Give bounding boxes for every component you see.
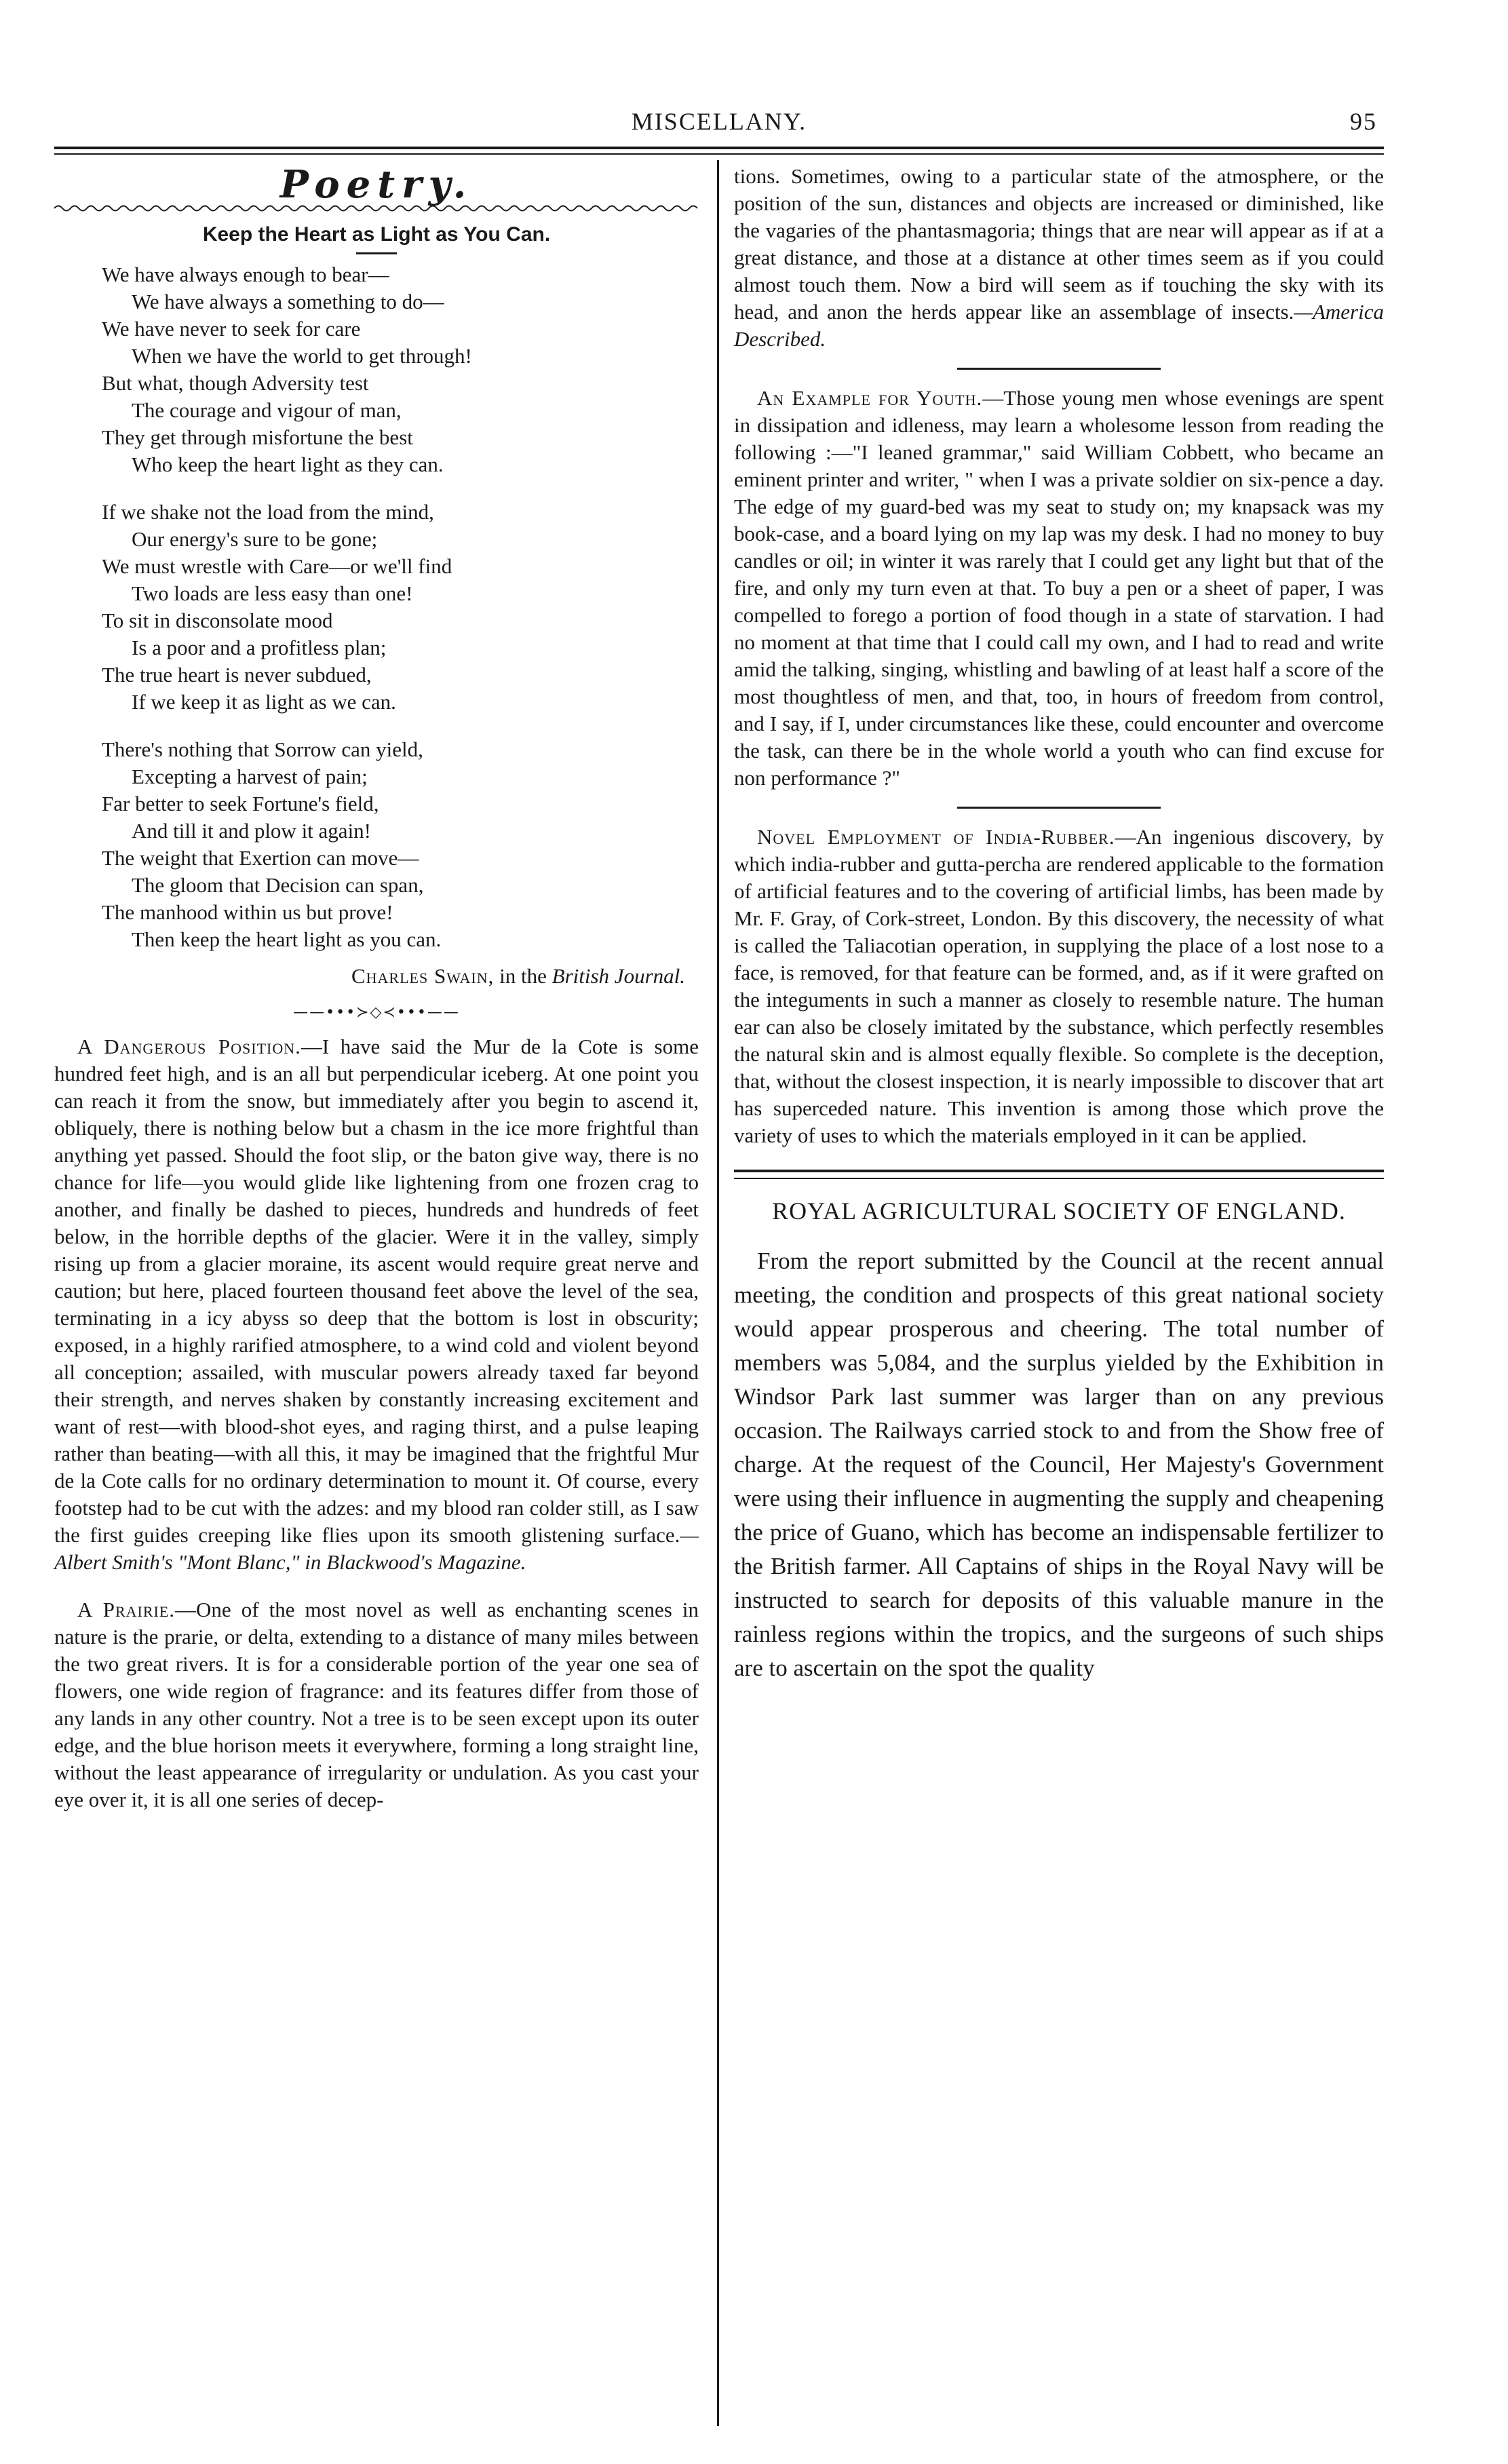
right-column	[734, 163, 1384, 1685]
article-prairie	[54, 1596, 699, 1813]
poem-line: And till it and plow it again!	[132, 819, 372, 843]
article-body: —Those young men whose evenings are spent in dissipation and idleness, may learn a wholesome lesson from reading the following :—"I leaned grammar," said William Cobbett, who became an eminent printer and writer, " when I was a private soldier on six-pence a day. The edge of my guard-bed was my seat to study on; my knapsack was my book-case, and a board lying on my lap was my desk. I had no money to buy candles or oil; in winter it was rarely that I could get any light but that of the fire, and only my turn even at that. To buy a pen or a sheet of paper, I was compelled to forego a portion of food though in a state of starvation. I had no moment at that time that I could call my own, and I had to read and write amid the talking, singing, whistling and bawling of at least half a score of the most thoughtless of men, and that, too, in hours of freedom from control, and I say, if I, under circumstances like these, could encounter and overcome the task, can there be in the whole world a youth who can find excuse for non performance ?"	[734, 386, 1384, 790]
poem-line: Excepting a harvest of pain;	[132, 765, 368, 788]
section-divider	[957, 368, 1161, 370]
poem-line: The weight that Exertion can move—	[102, 846, 419, 870]
poetry-heading: Poetry.	[279, 162, 473, 207]
article-lead: A Prairie.	[77, 1598, 176, 1621]
article-body: tions. Sometimes, owing to a particular state of the atmosphere, or the position of the sun, distances and objects are increased or diminished, like the vagaries of the phantasmagoria; things that are near will appear as if at a great distance, and those at a distance at other times seem as if you could almost touch them. Now a bird will seem as if touching the sky with its head, and anon the herds appear like an assemblage of insects.	[734, 164, 1384, 324]
section-rule	[734, 1170, 1384, 1172]
section-rule-thin	[734, 1178, 1384, 1179]
poem-line: Then keep the heart light as you can.	[132, 927, 442, 951]
attribution-source: British Journal.	[552, 964, 685, 988]
section-title: ROYAL AGRICULTURAL SOCIETY OF ENGLAND.	[772, 1197, 1346, 1225]
poem-line: When we have the world to get through!	[132, 344, 472, 368]
article-body: —One of the most novel as well as enchanting scenes in nature is the prarie, or delta, extending to a distance of many miles between the two great rivers. It is for a considerable portion of the year one sea of flowers, one wide region of fragrance: and its features differ from those of any lands in any other country. Not a tree is to be seen except upon its outer edge, and the blue horison meets it everywhere, forming a long straight line, without the least appearance of irregularity or undulation. As you cast your eye over it, it is all one series of decep-	[54, 1598, 699, 1811]
article-lead: Novel Employment of India-Rubber.	[757, 825, 1115, 849]
poem-line: If we keep it as light as we can.	[132, 690, 396, 714]
article-source: —America Described.	[734, 300, 1384, 351]
poem-line: We have never to seek for care	[102, 317, 361, 341]
article-source: —Albert Smith's "Mont Blanc," in Blackwood's Magazine.	[54, 1523, 699, 1574]
stanza-3	[102, 736, 699, 953]
article-body: —An ingenious discovery, by which india-rubber and gutta-percha are rendered applicable to the formation of artificial features and to the covering of artificial limbs, has been made by Mr. F. Gray, of Cork-street, London. By this discovery, the necessity of what is called the Taliacotian operation, in supplying the place of a lost nose to a face, is removed, for that feature can be formed, and, as if it were grafted on the integuments in such a manner as closely to resemble nature. The human ear can also be closely imitated by the substance, which perfectly resembles the natural skin and is almost equally flexible. So complete is the deception, that, without the closest inspection, it is nearly impossible to discover that art has superceded nature. This invention is among those which prove the variety of uses to which the materials employed in it can be applied.	[734, 825, 1384, 1147]
section-divider	[957, 807, 1161, 809]
poem-line: The courage and vigour of man,	[132, 398, 402, 422]
page-number: 95	[1350, 108, 1377, 135]
poem-line: Is a poor and a profitless plan;	[132, 636, 387, 659]
poem-line: But what, though Adversity test	[102, 371, 369, 395]
poem-line: We have always a something to do—	[132, 290, 444, 313]
article-body: —I have said the Mur de la Cote is some hundred feet high, and is an all but perpendicular iceberg. At one point you can reach it from the snow, but immediately after you begin to ascend it, obliquely, there is nothing below but a chasm in the ice more frightful than anything yet passed. Should the foot slip, or the baton give way, there is no chance for life—you would glide like lightening from one frozen crag to another, and finally be dashed to pieces, hundreds and hundreds of feet below, in the horrible depths of the glacier. Were it in the valley, simply rising up from a glacier moraine, its ascent would require great nerve and caution; but here, placed fourteen thousand feet above the level of the sea, terminating in a icy abyss so deep that the bottom is lost in obscurity; exposed, in a highly rarified atmosphere, to a wind cold and violent beyond all conception; assailed, with muscular powers already taxed far beyond their strength, and nerves shaken by constantly increasing excitement and want of rest—with blood-shot eyes, and raging thirst, and a pulse leaping rather than beating—with all this, it may be imagined that the frightful Mur de la Cote calls for no ordinary determination to mount it. Of course, every footstep had to be cut with the adzes: and my blood ran colder still, as I saw the first guides creeping like flies upon its smooth glistening surface.	[54, 1035, 699, 1547]
poem-line: There's nothing that Sorrow can yield,	[102, 737, 423, 761]
attribution-text: in the	[494, 964, 552, 988]
poem-line: Our energy's sure to be gone;	[132, 527, 378, 551]
ornament-divider: ——•••≻◇≺•••——	[293, 1004, 460, 1021]
attribution-author: Charles Swain,	[351, 964, 495, 988]
page-header	[54, 102, 1384, 142]
article-india-rubber	[734, 824, 1384, 1149]
poem-line: The true heart is never subdued,	[102, 663, 372, 687]
article-example-youth	[734, 385, 1384, 792]
header-rule	[54, 147, 1384, 149]
left-column	[54, 163, 699, 1813]
stanza-1	[102, 261, 699, 478]
poem-line: We have always enough to bear—	[102, 263, 389, 286]
poem-line: The manhood within us but prove!	[102, 900, 393, 924]
poem-line: To sit in disconsolate mood	[102, 609, 333, 632]
article-agricultural-society: From the report submitted by the Council at the recent annual meeting, the condition and prospects of this great national society would appear prosperous and cheering. The total number of members was 5,084, and the surplus yielded by the Exhibition in Windsor Park last summer was larger than on any previous occasion. The Railways carried stock to and from the Show free of charge. At the request of the Council, Her Majesty's Government were using their influence in augmenting the supply and cheapening the price of Guano, which has become an indispensable fertilizer to the British farmer. All Captains of ships in the Royal Navy will be instructed to search for deposits of this valuable manure in the rainless regions within the tropics, and the surgeons of such ships are to ascertain on the spot the quality	[734, 1248, 1384, 1681]
poem-line: Two loads are less easy than one!	[132, 581, 413, 605]
poem-attribution	[54, 963, 699, 990]
poem-line: Far better to seek Fortune's field,	[102, 792, 379, 815]
poem-title: Keep the Heart as Light as You Can.	[202, 223, 551, 246]
poem-line: If we shake not the load from the mind,	[102, 500, 434, 524]
poem-line: They get through misfortune the best	[102, 425, 413, 449]
poem-line: We must wrestle with Care—or we'll find	[102, 554, 452, 578]
title-dash	[356, 252, 397, 254]
running-title: MISCELLANY.	[631, 108, 807, 135]
article-prairie-continued	[734, 163, 1384, 353]
article-lead: A Dangerous Position.	[77, 1035, 301, 1058]
article-dangerous-position	[54, 1033, 699, 1576]
stanza-2	[102, 499, 699, 716]
article-lead: An Example for Youth.	[757, 386, 983, 410]
column-divider	[717, 160, 719, 2426]
poem-line: Who keep the heart light as they can.	[132, 453, 444, 476]
poem-line: The gloom that Decision can span,	[132, 873, 424, 897]
header-rule-thin	[54, 153, 1384, 155]
